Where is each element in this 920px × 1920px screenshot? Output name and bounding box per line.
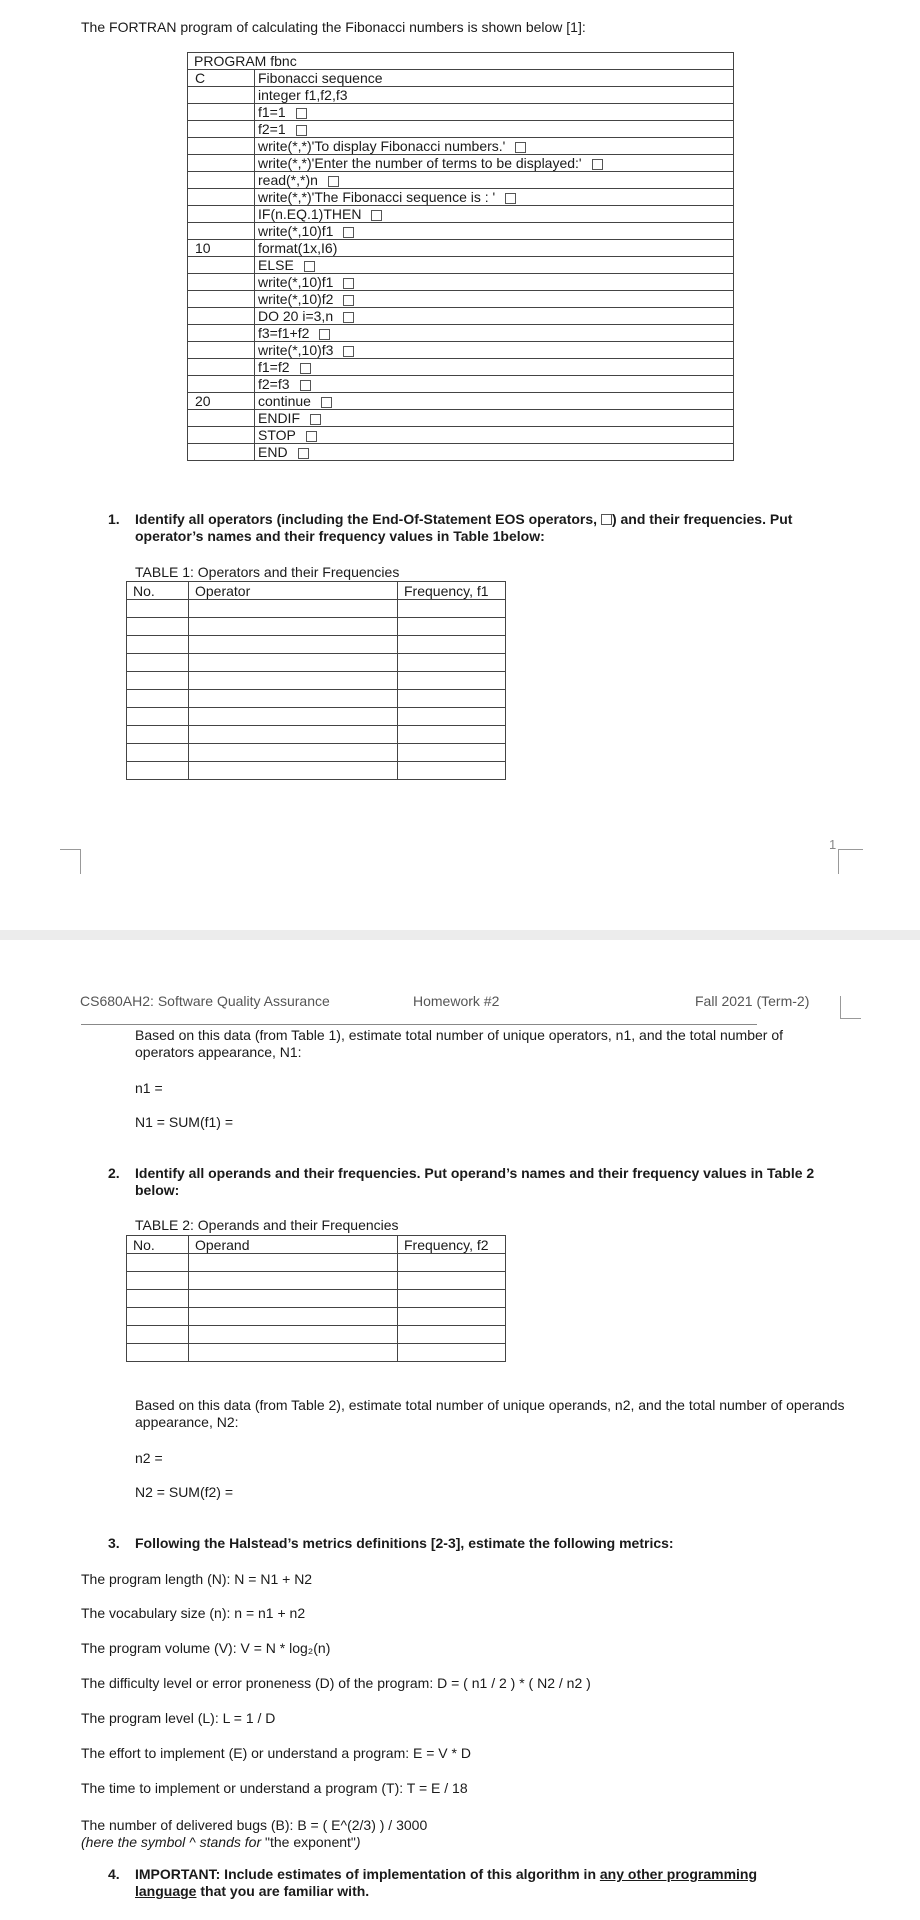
code-statement-text: read(*,*)n bbox=[258, 172, 318, 188]
n1-line: n1 = bbox=[135, 1080, 163, 1096]
code-label-cell bbox=[188, 257, 255, 274]
code-statement-text: ENDIF bbox=[258, 410, 300, 426]
code-statement-text: write(*,10)f1 bbox=[258, 223, 334, 239]
table-cell[interactable] bbox=[398, 1326, 506, 1344]
table-row bbox=[127, 1272, 506, 1290]
question-4-number: 4. bbox=[108, 1866, 120, 1882]
eos-box-icon bbox=[343, 227, 354, 238]
table-row bbox=[127, 672, 506, 690]
header-term: Fall 2021 (Term-2) bbox=[695, 993, 810, 1009]
code-line-row bbox=[188, 172, 734, 189]
code-label-cell bbox=[188, 410, 255, 427]
table-cell[interactable] bbox=[189, 708, 398, 726]
table-cell[interactable] bbox=[189, 600, 398, 618]
table-cell[interactable] bbox=[189, 1326, 398, 1344]
code-statement-cell bbox=[255, 70, 734, 87]
code-label-cell bbox=[188, 308, 255, 325]
table-cell[interactable] bbox=[189, 1344, 398, 1362]
code-line-row bbox=[188, 189, 734, 206]
code-statement-text: format(1x,I6) bbox=[258, 240, 338, 256]
table-cell[interactable] bbox=[127, 1344, 189, 1362]
code-statement-text: Fibonacci sequence bbox=[258, 70, 383, 86]
code-statement-cell bbox=[255, 325, 734, 342]
code-statement-cell bbox=[255, 291, 734, 308]
code-line-row bbox=[188, 240, 734, 257]
paragraph-operators-estimate: Based on this data (from Table 1), estimate total number of unique operators, n1, and the total number of operators appearance, N1: bbox=[135, 1027, 784, 1060]
eos-box-icon bbox=[343, 346, 354, 357]
eos-box-icon bbox=[306, 431, 317, 442]
metric-definition: The program length (N): N = N1 + N2 bbox=[81, 1571, 313, 1587]
code-line-row bbox=[188, 257, 734, 274]
code-label-cell bbox=[188, 87, 255, 104]
code-line-row bbox=[188, 308, 734, 325]
table-cell[interactable] bbox=[398, 1254, 506, 1272]
table-cell[interactable] bbox=[127, 654, 189, 672]
eos-box-icon bbox=[296, 108, 307, 119]
question-1-text-b: ) and their frequencies. Put operator’s names and their frequency values in Table 1below: bbox=[135, 511, 793, 544]
col-header-no: No. bbox=[127, 1236, 189, 1254]
table-cell[interactable] bbox=[398, 708, 506, 726]
code-statement-text: DO 20 i=3,n bbox=[258, 308, 334, 324]
table-header-row bbox=[127, 582, 506, 600]
table-cell[interactable] bbox=[189, 1290, 398, 1308]
code-line-row bbox=[188, 427, 734, 444]
table-cell[interactable] bbox=[127, 1290, 189, 1308]
table-row bbox=[127, 1308, 506, 1326]
code-statement-cell bbox=[255, 274, 734, 291]
col-header-frequency: Frequency, f2 bbox=[398, 1236, 506, 1254]
question-2-text: Identify all operands and their frequencies. Put operand’s names and their frequency values in Table 2 below: bbox=[135, 1165, 815, 1198]
eos-box-icon bbox=[328, 176, 339, 187]
code-statement-cell bbox=[255, 359, 734, 376]
code-statement-cell bbox=[255, 87, 734, 104]
question-3-number: 3. bbox=[108, 1535, 120, 1551]
code-line-row bbox=[188, 206, 734, 223]
code-statement-text: f2=1 bbox=[258, 121, 286, 137]
N2-line: N2 = SUM(f2) = bbox=[135, 1484, 234, 1500]
table-cell[interactable] bbox=[189, 1272, 398, 1290]
code-line-row bbox=[188, 104, 734, 121]
table-row bbox=[127, 744, 506, 762]
table-cell[interactable] bbox=[398, 636, 506, 654]
code-statement-text: STOP bbox=[258, 427, 296, 443]
col-header-no: No. bbox=[127, 582, 189, 600]
metric-definition: The difficulty level or error proneness (D) of the program: D = ( n1 / 2 ) * ( N2 / n2 ) bbox=[81, 1675, 591, 1691]
code-statement-cell bbox=[255, 342, 734, 359]
table-cell[interactable] bbox=[189, 636, 398, 654]
code-statement-text: f1=f2 bbox=[258, 359, 290, 375]
table-cell[interactable] bbox=[189, 726, 398, 744]
code-statement-cell bbox=[255, 189, 734, 206]
table-row bbox=[127, 636, 506, 654]
table-row bbox=[127, 1326, 506, 1344]
eos-box-icon bbox=[300, 380, 311, 391]
code-line-row bbox=[188, 359, 734, 376]
table-1-caption: TABLE 1: Operators and their Frequencies bbox=[135, 564, 400, 580]
code-label-cell bbox=[188, 121, 255, 138]
code-label-cell bbox=[188, 325, 255, 342]
code-label-cell: 20 bbox=[188, 393, 255, 410]
page-separator bbox=[0, 930, 920, 940]
col-header-operator: Operator bbox=[189, 582, 398, 600]
table-cell[interactable] bbox=[127, 618, 189, 636]
table-row bbox=[127, 726, 506, 744]
eos-box-icon bbox=[300, 363, 311, 374]
table-cell[interactable] bbox=[398, 690, 506, 708]
table-cell[interactable] bbox=[398, 618, 506, 636]
table-row bbox=[127, 690, 506, 708]
code-label-cell: 10 bbox=[188, 240, 255, 257]
table-cell[interactable] bbox=[398, 1272, 506, 1290]
exponent-note-text: here the symbol ^ stands for bbox=[85, 1834, 262, 1850]
paragraph-operands-estimate: Based on this data (from Table 2), estimate total number of unique operands, n2, and the total number of operands appearance, N2: bbox=[135, 1397, 845, 1430]
code-line-row bbox=[188, 87, 734, 104]
code-statement-cell bbox=[255, 376, 734, 393]
table-cell[interactable] bbox=[127, 600, 189, 618]
question-1-text bbox=[135, 511, 815, 545]
code-statement-cell bbox=[255, 257, 734, 274]
code-statement-cell bbox=[255, 240, 734, 257]
table-cell[interactable] bbox=[127, 1254, 189, 1272]
code-label-cell bbox=[188, 342, 255, 359]
code-statement-cell bbox=[255, 104, 734, 121]
eos-box-icon bbox=[592, 159, 603, 170]
code-statement-cell bbox=[255, 155, 734, 172]
code-line-row bbox=[188, 138, 734, 155]
eos-box-icon bbox=[310, 414, 321, 425]
table-cell[interactable] bbox=[189, 672, 398, 690]
code-label-cell bbox=[188, 223, 255, 240]
table-cell[interactable] bbox=[189, 744, 398, 762]
code-statement-text: write(*,10)f1 bbox=[258, 274, 334, 290]
code-label-cell bbox=[188, 172, 255, 189]
code-label-cell bbox=[188, 376, 255, 393]
code-label-cell bbox=[188, 155, 255, 172]
question-4-text bbox=[135, 1866, 815, 1900]
page-number: 1 bbox=[829, 837, 837, 852]
code-statement-text: continue bbox=[258, 393, 311, 409]
code-statement-cell bbox=[255, 308, 734, 325]
code-statement-cell bbox=[255, 172, 734, 189]
table-cell[interactable] bbox=[189, 654, 398, 672]
code-title-row bbox=[188, 53, 734, 70]
table-row bbox=[127, 654, 506, 672]
code-label-cell bbox=[188, 444, 255, 461]
table-cell[interactable] bbox=[127, 1326, 189, 1344]
code-statement-cell bbox=[255, 223, 734, 240]
table-cell[interactable] bbox=[398, 654, 506, 672]
table-row bbox=[127, 600, 506, 618]
code-label-cell bbox=[188, 206, 255, 223]
code-statement-text: ELSE bbox=[258, 257, 294, 273]
code-line-row bbox=[188, 155, 734, 172]
table-cell[interactable] bbox=[127, 762, 189, 780]
code-statement-text: f3=f1+f2 bbox=[258, 325, 310, 341]
operands-table bbox=[126, 1235, 506, 1362]
exponent-note: (here the symbol ^ stands for "the exponent") bbox=[81, 1834, 361, 1850]
metric-definition: The number of delivered bugs (B): B = ( E^(2/3) ) / 3000 bbox=[81, 1817, 428, 1833]
code-statement-cell bbox=[255, 444, 734, 461]
code-line-row bbox=[188, 376, 734, 393]
code-line-row bbox=[188, 70, 734, 87]
code-statement-text: IF(n.EQ.1)THEN bbox=[258, 206, 362, 222]
code-statement-cell bbox=[255, 410, 734, 427]
question-4-text-a: IMPORTANT: Include estimates of implementation of this algorithm in bbox=[135, 1866, 600, 1882]
table-row bbox=[127, 1344, 506, 1362]
metric-definition: The vocabulary size (n): n = n1 + n2 bbox=[81, 1605, 306, 1621]
code-label-cell bbox=[188, 427, 255, 444]
table-cell[interactable] bbox=[127, 1308, 189, 1326]
code-line-row bbox=[188, 325, 734, 342]
operators-table bbox=[126, 581, 506, 780]
table-cell[interactable] bbox=[398, 726, 506, 744]
table-cell[interactable] bbox=[189, 1308, 398, 1326]
code-line-row bbox=[188, 444, 734, 461]
table-row bbox=[127, 1254, 506, 1272]
eos-box-icon bbox=[505, 193, 516, 204]
code-label-cell bbox=[188, 138, 255, 155]
eos-box-icon bbox=[601, 514, 612, 525]
table-cell[interactable] bbox=[127, 672, 189, 690]
table-2-caption: TABLE 2: Operands and their Frequencies bbox=[135, 1217, 399, 1233]
fortran-code-table bbox=[187, 52, 734, 461]
table-cell[interactable] bbox=[127, 744, 189, 762]
code-statement-text: integer f1,f2,f3 bbox=[258, 87, 348, 103]
question-1-text-a: Identify all operators (including the End-Of-Statement EOS operators, bbox=[135, 511, 601, 527]
code-label-cell: C bbox=[188, 70, 255, 87]
code-statement-cell bbox=[255, 138, 734, 155]
code-statement-text: write(*,*)'Enter the number of terms to be displayed:' bbox=[258, 155, 582, 171]
program-title: PROGRAM fbnc bbox=[188, 53, 734, 70]
code-statement-text: END bbox=[258, 444, 288, 460]
code-line-row bbox=[188, 393, 734, 410]
table-row bbox=[127, 618, 506, 636]
table-cell[interactable] bbox=[398, 762, 506, 780]
n2-line: n2 = bbox=[135, 1450, 163, 1466]
col-header-operand: Operand bbox=[189, 1236, 398, 1254]
header-assignment: Homework #2 bbox=[413, 993, 500, 1009]
eos-box-icon bbox=[343, 312, 354, 323]
eos-box-icon bbox=[515, 142, 526, 153]
N1-line: N1 = SUM(f1) = bbox=[135, 1114, 234, 1130]
eos-box-icon bbox=[304, 261, 315, 272]
table-row bbox=[127, 762, 506, 780]
table-cell[interactable] bbox=[127, 636, 189, 654]
question-4-text-b: that you are familiar with. bbox=[196, 1883, 370, 1899]
eos-box-icon bbox=[296, 125, 307, 136]
table-cell[interactable] bbox=[127, 708, 189, 726]
eos-box-icon bbox=[343, 278, 354, 289]
table-cell[interactable] bbox=[398, 1344, 506, 1362]
eos-box-icon bbox=[298, 448, 309, 459]
code-label-cell bbox=[188, 189, 255, 206]
metric-definition: The effort to implement (E) or understand a program: E = V * D bbox=[81, 1745, 471, 1761]
table-cell[interactable] bbox=[189, 618, 398, 636]
header-rule bbox=[81, 1024, 757, 1025]
code-statement-text: write(*,*)'The Fibonacci sequence is : ' bbox=[258, 189, 496, 205]
code-line-row bbox=[188, 291, 734, 308]
eos-box-icon bbox=[371, 210, 382, 221]
code-statement-cell bbox=[255, 427, 734, 444]
table-cell[interactable] bbox=[189, 1254, 398, 1272]
other-language-link[interactable]: any other programming language bbox=[135, 1866, 758, 1899]
code-label-cell bbox=[188, 104, 255, 121]
table-cell[interactable] bbox=[398, 672, 506, 690]
code-label-cell bbox=[188, 291, 255, 308]
code-line-row bbox=[188, 121, 734, 138]
page-corner-mark bbox=[840, 996, 861, 1019]
code-statement-cell bbox=[255, 121, 734, 138]
intro-text: The FORTRAN program of calculating the Fibonacci numbers is shown below [1]: bbox=[81, 19, 586, 35]
table-cell[interactable] bbox=[189, 762, 398, 780]
code-statement-cell bbox=[255, 393, 734, 410]
code-line-row bbox=[188, 342, 734, 359]
table-row bbox=[127, 708, 506, 726]
exponent-note-quote: "the exponent" bbox=[265, 1834, 356, 1850]
metric-definition: The program level (L): L = 1 / D bbox=[81, 1710, 276, 1726]
code-line-row bbox=[188, 410, 734, 427]
metric-definition: The program volume (V): V = N * log₂(n) bbox=[81, 1640, 331, 1656]
table-cell[interactable] bbox=[189, 690, 398, 708]
question-2-number: 2. bbox=[108, 1165, 120, 1181]
table-cell[interactable] bbox=[127, 726, 189, 744]
code-statement-text: write(*,10)f3 bbox=[258, 342, 334, 358]
page-corner-mark bbox=[60, 849, 81, 874]
table-cell[interactable] bbox=[398, 600, 506, 618]
code-statement-text: f1=1 bbox=[258, 104, 286, 120]
eos-box-icon bbox=[321, 397, 332, 408]
question-1-number: 1. bbox=[108, 511, 120, 527]
table-row bbox=[127, 1290, 506, 1308]
table-cell[interactable] bbox=[398, 1308, 506, 1326]
table-cell[interactable] bbox=[127, 1272, 189, 1290]
header-course: CS680AH2: Software Quality Assurance bbox=[80, 993, 330, 1009]
code-line-row bbox=[188, 274, 734, 291]
table-cell[interactable] bbox=[398, 1290, 506, 1308]
code-line-row bbox=[188, 223, 734, 240]
code-statement-text: f2=f3 bbox=[258, 376, 290, 392]
code-label-cell bbox=[188, 274, 255, 291]
table-cell[interactable] bbox=[398, 744, 506, 762]
code-statement-cell bbox=[255, 206, 734, 223]
metric-definition: The time to implement or understand a program (T): T = E / 18 bbox=[81, 1780, 468, 1796]
eos-box-icon bbox=[343, 295, 354, 306]
code-statement-text: write(*,10)f2 bbox=[258, 291, 334, 307]
page-corner-mark bbox=[838, 849, 863, 874]
table-header-row bbox=[127, 1236, 506, 1254]
eos-box-icon bbox=[319, 329, 330, 340]
question-3-text: Following the Halstead’s metrics definitions [2-3], estimate the following metrics: bbox=[135, 1535, 674, 1551]
code-statement-text: write(*,*)'To display Fibonacci numbers.' bbox=[258, 138, 506, 154]
col-header-frequency: Frequency, f1 bbox=[398, 582, 506, 600]
code-label-cell bbox=[188, 359, 255, 376]
table-cell[interactable] bbox=[127, 690, 189, 708]
